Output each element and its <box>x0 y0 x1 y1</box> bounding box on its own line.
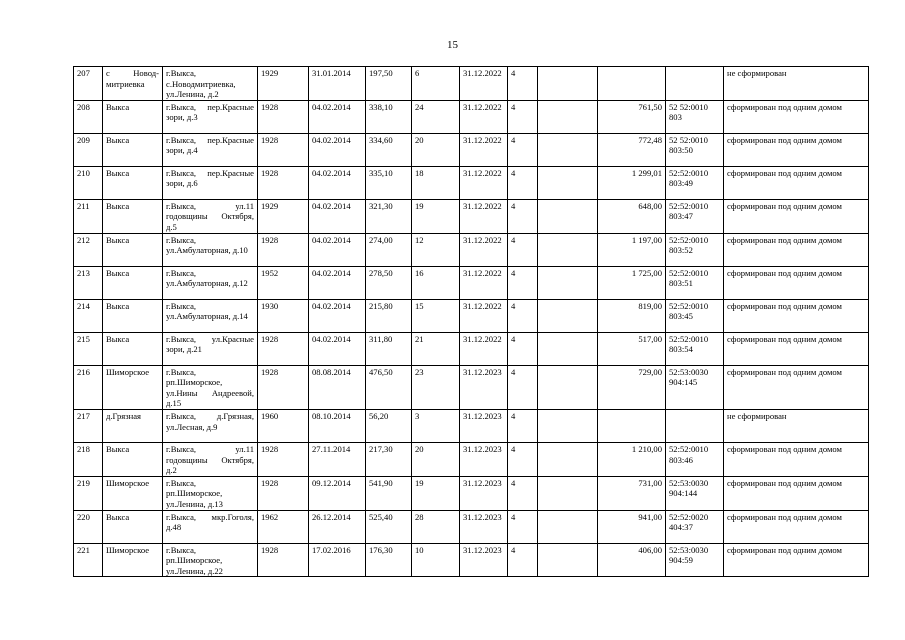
deadline-cell: 31.12.2022 <box>460 100 508 133</box>
residents-cell: 12 <box>412 233 460 266</box>
empty-cell <box>538 332 598 365</box>
row-number-cell: 215 <box>74 332 103 365</box>
build-year-cell: 1928 <box>258 543 309 577</box>
empty-cell <box>538 166 598 199</box>
deadline-cell: 31.12.2023 <box>460 365 508 409</box>
date-cell: 04.02.2014 <box>309 100 366 133</box>
empty-cell <box>538 543 598 577</box>
category-cell: 4 <box>508 365 538 409</box>
cadastral-number-cell: 52:53:0030 904:145 <box>666 365 724 409</box>
category-cell: 4 <box>508 442 538 476</box>
date-cell: 04.02.2014 <box>309 233 366 266</box>
area-cell: 335,10 <box>366 166 412 199</box>
address-cell: г.Выкса, с.Новодмитриевка, ул.Ленина, д.2 <box>163 67 258 101</box>
row-number-cell: 219 <box>74 476 103 510</box>
locality-cell: Выкса <box>103 133 163 166</box>
build-year-cell: 1928 <box>258 166 309 199</box>
land-status-cell: сформирован под одним домом <box>724 166 869 199</box>
category-cell: 4 <box>508 166 538 199</box>
table-row <box>74 100 869 133</box>
residents-cell: 3 <box>412 409 460 442</box>
housing-registry-table <box>73 66 869 577</box>
area-cell: 278,50 <box>366 266 412 299</box>
deadline-cell: 31.12.2023 <box>460 442 508 476</box>
area-cell: 334,60 <box>366 133 412 166</box>
category-cell: 4 <box>508 476 538 510</box>
address-cell: г.Выкса, пер.Красные зори, д.3 <box>163 100 258 133</box>
locality-cell: с Новод-митриевка <box>103 67 163 101</box>
locality-cell: Выкса <box>103 442 163 476</box>
date-cell: 04.02.2014 <box>309 166 366 199</box>
category-cell: 4 <box>508 409 538 442</box>
empty-cell <box>538 233 598 266</box>
category-cell: 4 <box>508 199 538 233</box>
build-year-cell: 1929 <box>258 67 309 101</box>
locality-cell: Выкса <box>103 199 163 233</box>
row-number-cell: 210 <box>74 166 103 199</box>
land-status-cell: сформирован под одним домом <box>724 266 869 299</box>
land-area-cell: 517,00 <box>598 332 666 365</box>
table-row <box>74 299 869 332</box>
deadline-cell: 31.12.2023 <box>460 543 508 577</box>
build-year-cell: 1928 <box>258 476 309 510</box>
cadastral-number-cell: 52 52:0010 803 <box>666 100 724 133</box>
table-row <box>74 133 869 166</box>
area-cell: 217,30 <box>366 442 412 476</box>
residents-cell: 20 <box>412 133 460 166</box>
land-area-cell: 1 299,01 <box>598 166 666 199</box>
residents-cell: 6 <box>412 67 460 101</box>
cadastral-number-cell: 52:52:0010 803:52 <box>666 233 724 266</box>
land-status-cell: не сформирован <box>724 67 869 101</box>
date-cell: 26.12.2014 <box>309 510 366 543</box>
locality-cell: д.Грязная <box>103 409 163 442</box>
date-cell: 04.02.2014 <box>309 299 366 332</box>
date-cell: 04.02.2014 <box>309 133 366 166</box>
build-year-cell: 1928 <box>258 133 309 166</box>
table-row <box>74 510 869 543</box>
empty-cell <box>538 409 598 442</box>
date-cell: 31.01.2014 <box>309 67 366 101</box>
table-row <box>74 409 869 442</box>
area-cell: 176,30 <box>366 543 412 577</box>
address-cell: г.Выкса, рп.Шиморское, ул.Ленина, д.13 <box>163 476 258 510</box>
address-cell: г.Выкса, ул.Амбулаторная, д.10 <box>163 233 258 266</box>
date-cell: 09.12.2014 <box>309 476 366 510</box>
land-status-cell: сформирован под одним домом <box>724 233 869 266</box>
address-cell: г.Выкса, пер.Красные зори, д.6 <box>163 166 258 199</box>
row-number-cell: 220 <box>74 510 103 543</box>
land-area-cell: 648,00 <box>598 199 666 233</box>
address-cell: г.Выкса, мкр.Гоголя, д.48 <box>163 510 258 543</box>
cadastral-number-cell: 52:53:0030 904:144 <box>666 476 724 510</box>
address-cell: г.Выкса, рп.Шиморское, ул.Нины Андреевой, д.15 <box>163 365 258 409</box>
empty-cell <box>538 67 598 101</box>
empty-cell <box>538 266 598 299</box>
table-row <box>74 332 869 365</box>
build-year-cell: 1928 <box>258 100 309 133</box>
category-cell: 4 <box>508 133 538 166</box>
empty-cell <box>538 133 598 166</box>
date-cell: 04.02.2014 <box>309 332 366 365</box>
cadastral-number-cell <box>666 409 724 442</box>
date-cell: 27.11.2014 <box>309 442 366 476</box>
land-area-cell: 1 197,00 <box>598 233 666 266</box>
deadline-cell: 31.12.2022 <box>460 299 508 332</box>
empty-cell <box>538 476 598 510</box>
cadastral-number-cell <box>666 67 724 101</box>
table-row <box>74 543 869 577</box>
row-number-cell: 221 <box>74 543 103 577</box>
build-year-cell: 1928 <box>258 442 309 476</box>
address-cell: г.Выкса, ул.Красные зори, д.21 <box>163 332 258 365</box>
residents-cell: 19 <box>412 199 460 233</box>
deadline-cell: 31.12.2023 <box>460 409 508 442</box>
page-number: 15 <box>447 39 458 51</box>
row-number-cell: 207 <box>74 67 103 101</box>
table-row <box>74 233 869 266</box>
empty-cell <box>538 199 598 233</box>
row-number-cell: 213 <box>74 266 103 299</box>
land-status-cell: не сформирован <box>724 409 869 442</box>
locality-cell: Выкса <box>103 299 163 332</box>
category-cell: 4 <box>508 100 538 133</box>
land-status-cell: сформирован под одним домом <box>724 543 869 577</box>
table-row <box>74 476 869 510</box>
residents-cell: 23 <box>412 365 460 409</box>
area-cell: 274,00 <box>366 233 412 266</box>
date-cell: 04.02.2014 <box>309 199 366 233</box>
land-area-cell: 406,00 <box>598 543 666 577</box>
locality-cell: Шиморское <box>103 476 163 510</box>
area-cell: 525,40 <box>366 510 412 543</box>
area-cell: 476,50 <box>366 365 412 409</box>
build-year-cell: 1962 <box>258 510 309 543</box>
cadastral-number-cell: 52:52:0020 404:37 <box>666 510 724 543</box>
table-row <box>74 199 869 233</box>
locality-cell: Выкса <box>103 266 163 299</box>
build-year-cell: 1930 <box>258 299 309 332</box>
land-status-cell: сформирован под одним домом <box>724 100 869 133</box>
residents-cell: 20 <box>412 442 460 476</box>
residents-cell: 15 <box>412 299 460 332</box>
date-cell: 08.08.2014 <box>309 365 366 409</box>
address-cell: г.Выкса, ул.11 годовщины Октября, д.5 <box>163 199 258 233</box>
cadastral-number-cell: 52:52:0010 803:47 <box>666 199 724 233</box>
land-status-cell: сформирован под одним домом <box>724 510 869 543</box>
land-area-cell: 729,00 <box>598 365 666 409</box>
locality-cell: Выкса <box>103 166 163 199</box>
land-status-cell: сформирован под одним домом <box>724 476 869 510</box>
table-row <box>74 266 869 299</box>
date-cell: 04.02.2014 <box>309 266 366 299</box>
row-number-cell: 212 <box>74 233 103 266</box>
land-area-cell: 761,50 <box>598 100 666 133</box>
table-row <box>74 442 869 476</box>
land-area-cell: 819,00 <box>598 299 666 332</box>
build-year-cell: 1928 <box>258 233 309 266</box>
residents-cell: 19 <box>412 476 460 510</box>
category-cell: 4 <box>508 67 538 101</box>
category-cell: 4 <box>508 543 538 577</box>
cadastral-number-cell: 52:52:0010 803:49 <box>666 166 724 199</box>
table-row <box>74 166 869 199</box>
locality-cell: Выкса <box>103 332 163 365</box>
deadline-cell: 31.12.2022 <box>460 199 508 233</box>
locality-cell: Шиморское <box>103 365 163 409</box>
category-cell: 4 <box>508 233 538 266</box>
date-cell: 17.02.2016 <box>309 543 366 577</box>
cadastral-number-cell: 52:52:0010 803:45 <box>666 299 724 332</box>
area-cell: 321,30 <box>366 199 412 233</box>
land-status-cell: сформирован под одним домом <box>724 332 869 365</box>
date-cell: 08.10.2014 <box>309 409 366 442</box>
empty-cell <box>538 442 598 476</box>
row-number-cell: 214 <box>74 299 103 332</box>
build-year-cell: 1952 <box>258 266 309 299</box>
land-status-cell: сформирован под одним домом <box>724 299 869 332</box>
area-cell: 311,80 <box>366 332 412 365</box>
row-number-cell: 209 <box>74 133 103 166</box>
cadastral-number-cell: 52:52:0010 803:46 <box>666 442 724 476</box>
category-cell: 4 <box>508 510 538 543</box>
residents-cell: 18 <box>412 166 460 199</box>
address-cell: г.Выкса, д.Грязная, ул.Лесная, д.9 <box>163 409 258 442</box>
cadastral-number-cell: 52:53:0030 904:59 <box>666 543 724 577</box>
deadline-cell: 31.12.2022 <box>460 332 508 365</box>
land-area-cell <box>598 67 666 101</box>
address-cell: г.Выкса, рп.Шиморское, ул.Ленина, д.22 <box>163 543 258 577</box>
address-cell: г.Выкса, ул.Амбулаторная, д.12 <box>163 266 258 299</box>
residents-cell: 16 <box>412 266 460 299</box>
empty-cell <box>538 299 598 332</box>
category-cell: 4 <box>508 266 538 299</box>
build-year-cell: 1928 <box>258 332 309 365</box>
land-area-cell: 941,00 <box>598 510 666 543</box>
land-area-cell: 772,48 <box>598 133 666 166</box>
build-year-cell: 1928 <box>258 365 309 409</box>
locality-cell: Выкса <box>103 233 163 266</box>
land-area-cell: 1 725,00 <box>598 266 666 299</box>
address-cell: г.Выкса, ул.Амбулаторная, д.14 <box>163 299 258 332</box>
residents-cell: 10 <box>412 543 460 577</box>
land-area-cell <box>598 409 666 442</box>
area-cell: 541,90 <box>366 476 412 510</box>
residents-cell: 24 <box>412 100 460 133</box>
row-number-cell: 216 <box>74 365 103 409</box>
address-cell: г.Выкса, пер.Красные зори, д.4 <box>163 133 258 166</box>
locality-cell: Выкса <box>103 100 163 133</box>
locality-cell: Шиморское <box>103 543 163 577</box>
area-cell: 56,20 <box>366 409 412 442</box>
build-year-cell: 1960 <box>258 409 309 442</box>
empty-cell <box>538 510 598 543</box>
land-status-cell: сформирован под одним домом <box>724 133 869 166</box>
build-year-cell: 1929 <box>258 199 309 233</box>
table-row <box>74 67 869 101</box>
residents-cell: 21 <box>412 332 460 365</box>
land-status-cell: сформирован под одним домом <box>724 365 869 409</box>
residents-cell: 28 <box>412 510 460 543</box>
deadline-cell: 31.12.2022 <box>460 266 508 299</box>
table-row <box>74 365 869 409</box>
land-status-cell: сформирован под одним домом <box>724 442 869 476</box>
land-status-cell: сформирован под одним домом <box>724 199 869 233</box>
empty-cell <box>538 365 598 409</box>
cadastral-number-cell: 52:52:0010 803:51 <box>666 266 724 299</box>
row-number-cell: 211 <box>74 199 103 233</box>
cadastral-number-cell: 52 52:0010 803:50 <box>666 133 724 166</box>
land-area-cell: 1 210,00 <box>598 442 666 476</box>
cadastral-number-cell: 52:52:0010 803:54 <box>666 332 724 365</box>
row-number-cell: 217 <box>74 409 103 442</box>
area-cell: 338,10 <box>366 100 412 133</box>
locality-cell: Выкса <box>103 510 163 543</box>
land-area-cell: 731,00 <box>598 476 666 510</box>
deadline-cell: 31.12.2022 <box>460 233 508 266</box>
deadline-cell: 31.12.2023 <box>460 510 508 543</box>
area-cell: 197,50 <box>366 67 412 101</box>
empty-cell <box>538 100 598 133</box>
row-number-cell: 208 <box>74 100 103 133</box>
category-cell: 4 <box>508 332 538 365</box>
deadline-cell: 31.12.2022 <box>460 133 508 166</box>
deadline-cell: 31.12.2023 <box>460 476 508 510</box>
category-cell: 4 <box>508 299 538 332</box>
row-number-cell: 218 <box>74 442 103 476</box>
deadline-cell: 31.12.2022 <box>460 67 508 101</box>
area-cell: 215,80 <box>366 299 412 332</box>
address-cell: г.Выкса, ул.11 годовщины Октября, д.2 <box>163 442 258 476</box>
deadline-cell: 31.12.2022 <box>460 166 508 199</box>
